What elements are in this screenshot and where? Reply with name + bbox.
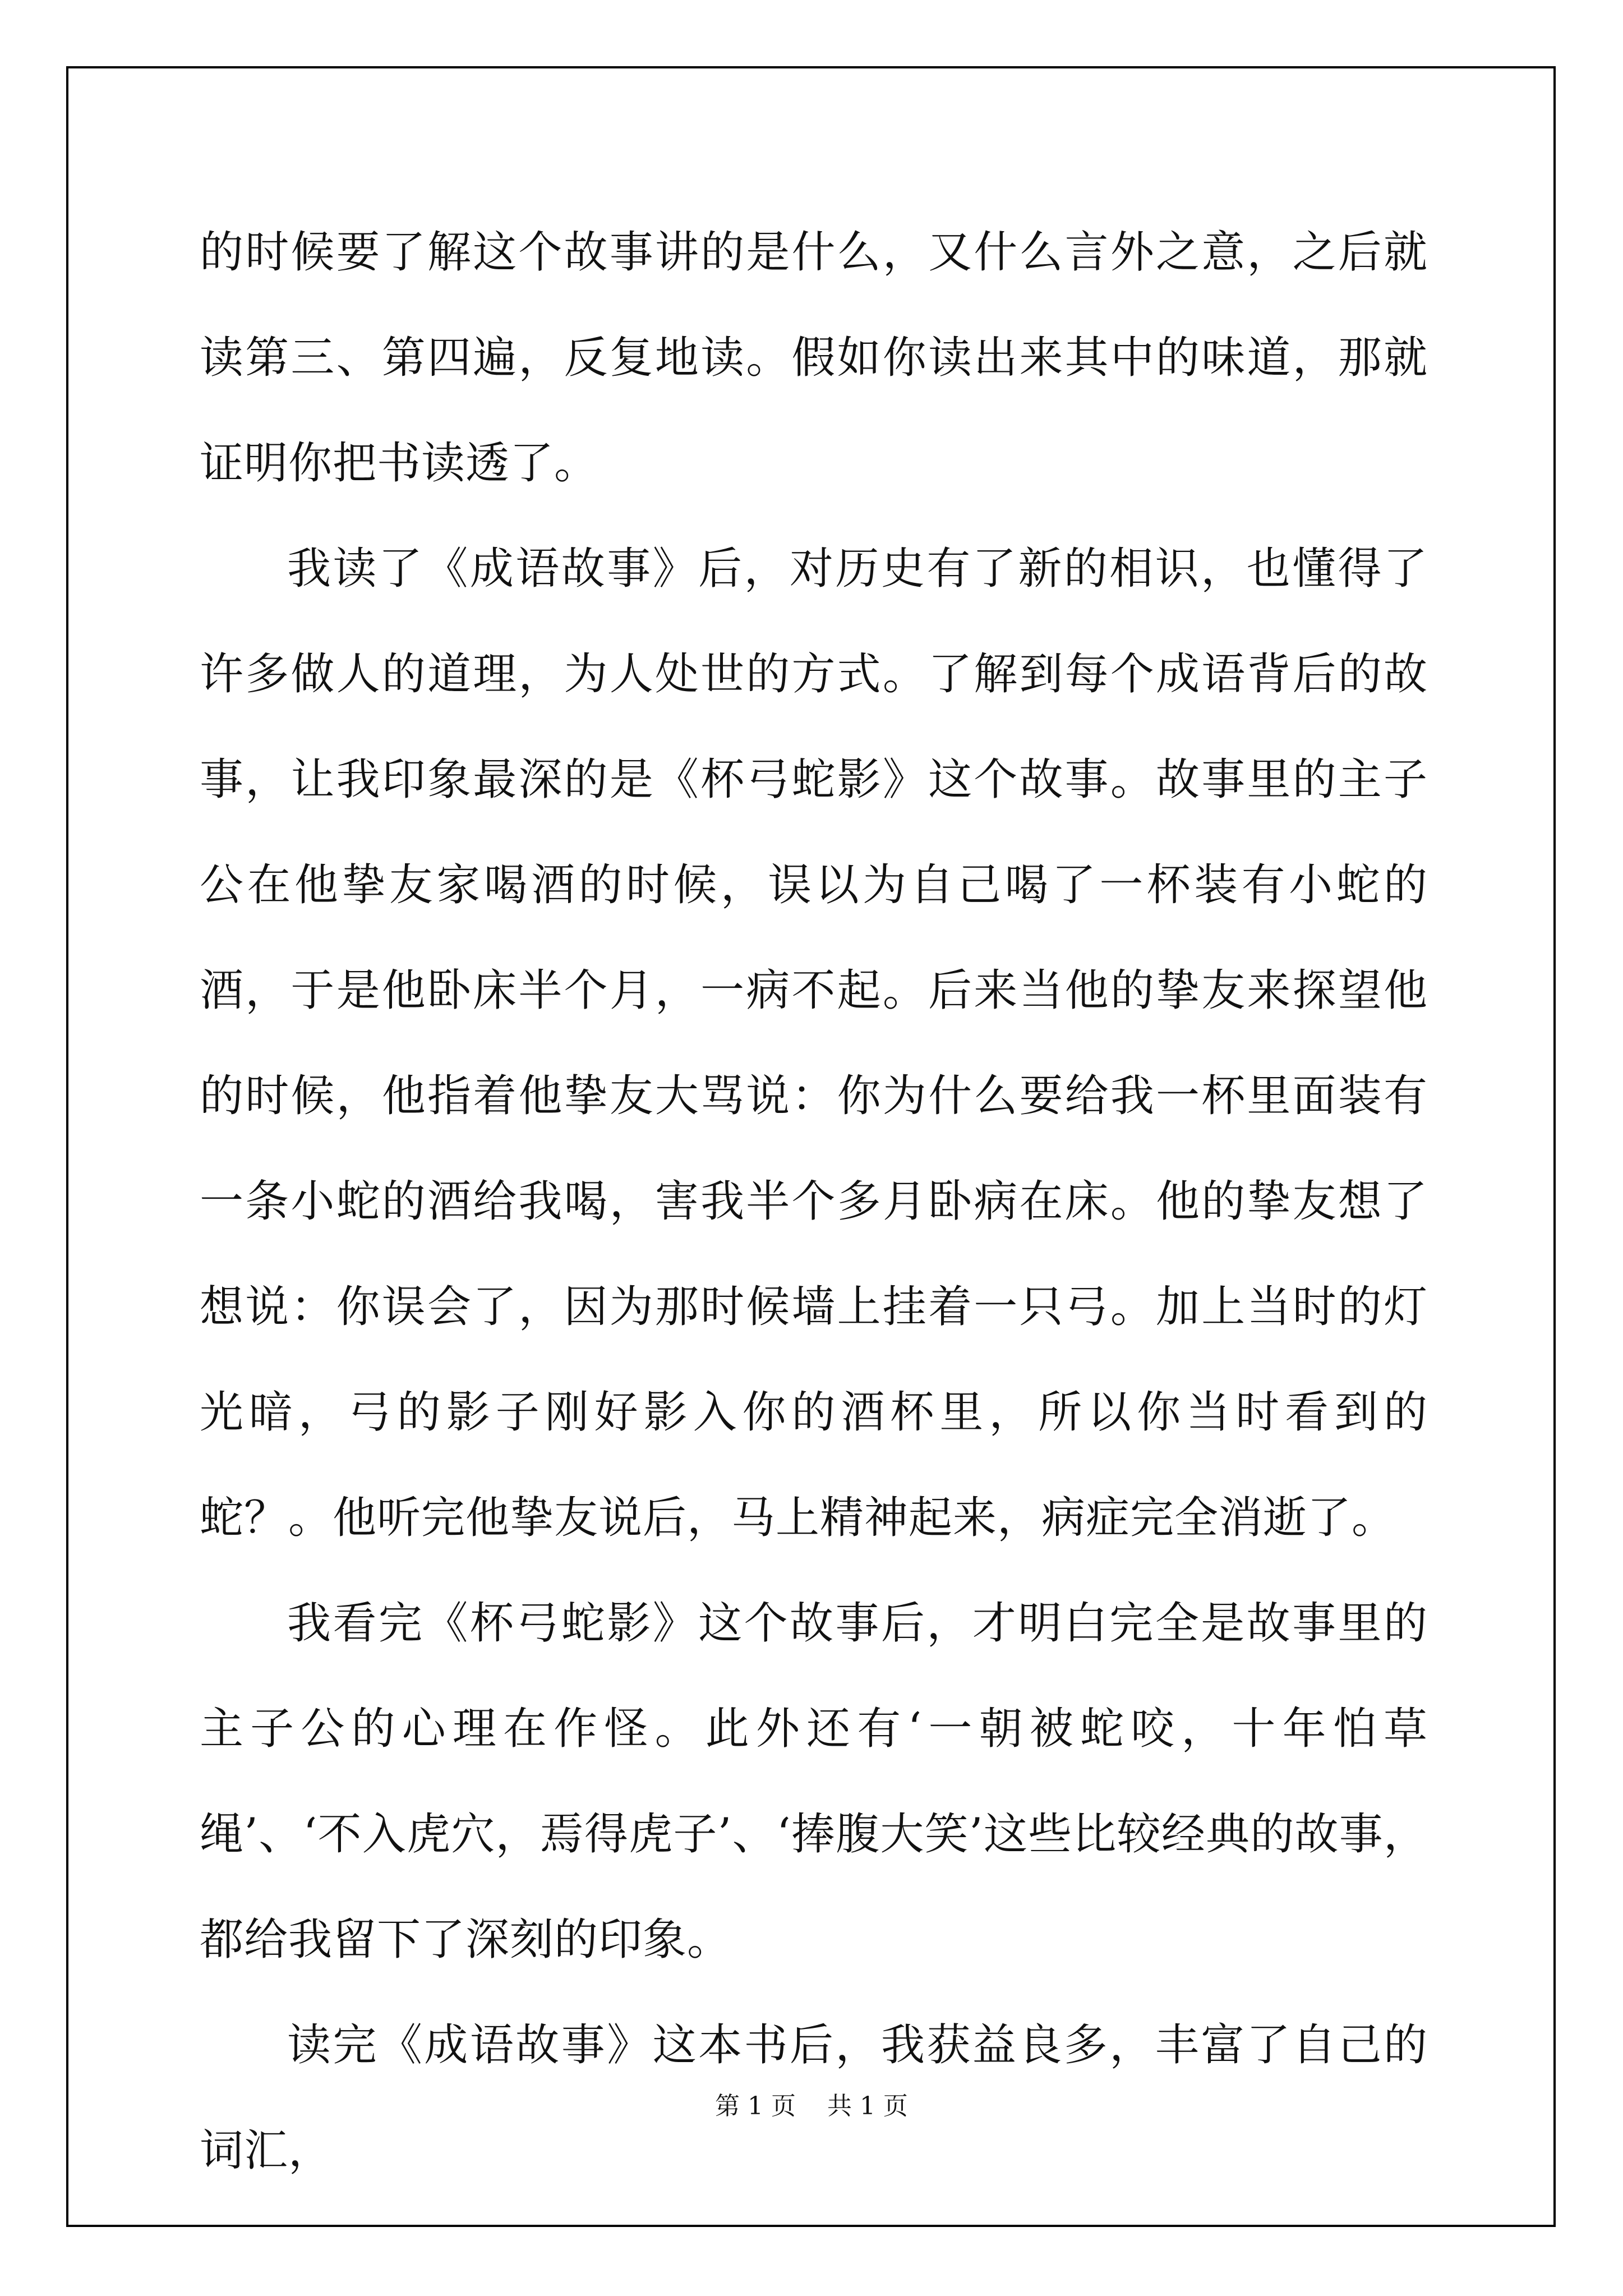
paragraph-2: 我读了《成语故事》后，对历史有了新的相识，也懂得了许多做人的道理，为人处世的方式。了解到每个成语背后的故事，让我印象最深的是《杯弓蛇影》这个故事。故事里的主子公在他挚友家喝酒的时候，误以为自己喝了一杯装有小蛇的酒，于是他卧床半个月，一病不起。后来当他的挚友来探望他的时候，他指着他挚友大骂说：你为什么要给我一杯里面装有一条小蛇的酒给我喝，害我半个多月卧病在床。他的挚友想了想说：你误会了，因为那时候墙上挂着一只弓。加上当时的灯光暗，弓的影子刚好影入你的酒杯里，所以你当时看到的蛇？。他听完他挚友说后，马上精神起来，病症完全消逝了。 — [200, 544, 1428, 1543]
paragraph-1: 的时候要了解这个故事讲的是什么，又什么言外之意，之后就读第三、第四遍，反复地读。假如你读出来其中的味道，那就证明你把书读透了。 — [200, 227, 1428, 489]
paragraph-4: 读完《成语故事》这本书后，我获益良多，丰富了自己的词汇， — [200, 2020, 1428, 2176]
document-body — [200, 200, 1428, 2203]
paragraph-3: 我看完《杯弓蛇影》这个故事后，才明白完全是故事里的主子公的心理在作怪。此外还有‘一朝被蛇咬，十年怕草绳’、‘不入虎穴，焉得虎子’、‘捧腹大笑’这些比较经典的故事，都给我留下了深刻的印象。 — [200, 1598, 1428, 1965]
page-number-footer: 第 1 页 共 1 页 — [715, 2092, 908, 2120]
